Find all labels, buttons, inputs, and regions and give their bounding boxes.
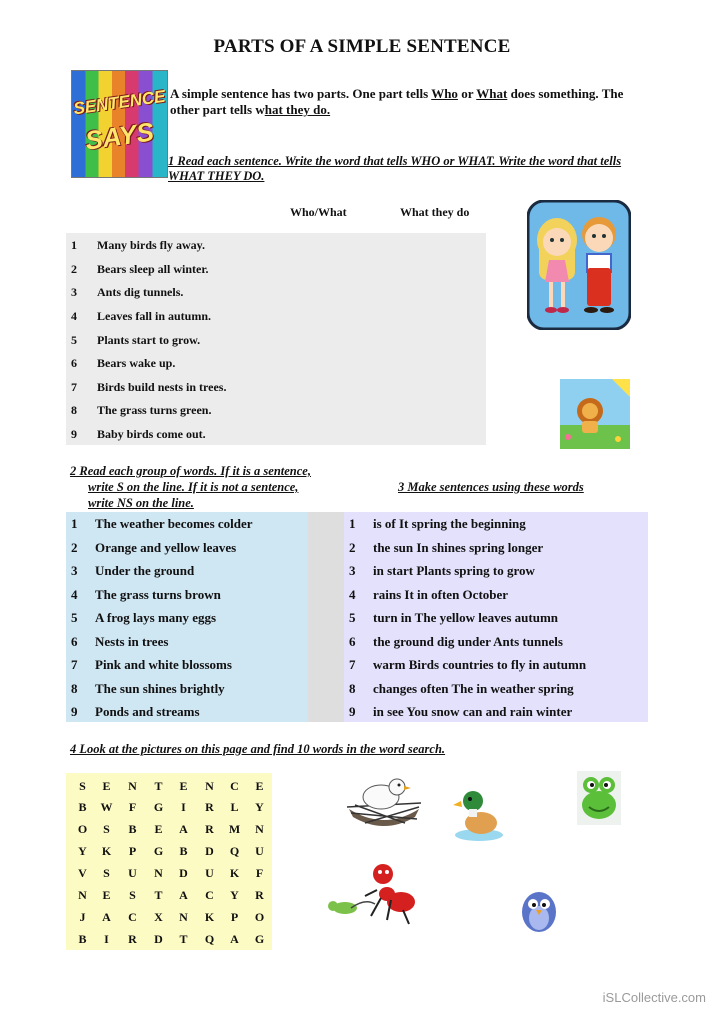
word-search-cell: S: [103, 866, 110, 880]
what-they-do-phrase: hat they do.: [264, 102, 331, 117]
word-search-cell: A: [179, 822, 188, 836]
word-search-cell: T: [179, 932, 188, 946]
kids-picture: [527, 200, 631, 330]
page-title: PARTS OF A SIMPLE SENTENCE: [213, 36, 511, 57]
logo-line-1: SENTENCE: [72, 86, 167, 119]
col-header-who-what: Who/What: [290, 205, 347, 219]
word-search-cell: U: [128, 866, 137, 880]
word-search-cell: S: [79, 779, 86, 793]
word-search-cell: T: [154, 779, 163, 793]
section4-heading: 4 Look at the pictures on this page and find 10 words in the word search.: [70, 742, 446, 756]
word-search-cell: K: [101, 844, 112, 858]
word-search-cell: R: [205, 800, 214, 814]
section2-heading-line3: write NS on the line.: [88, 496, 194, 510]
word-search-cell: G: [153, 800, 164, 814]
word-search-cell: C: [205, 888, 214, 902]
word-search-cell: D: [154, 932, 163, 946]
lion-picture: [560, 379, 630, 449]
word-search-cell: A: [179, 888, 188, 902]
word-search-cell: R: [205, 822, 214, 836]
word-search-cell: F: [255, 866, 264, 880]
word-search-cell: X: [154, 910, 163, 924]
word-search-cell: R: [255, 888, 264, 902]
who-word: Who: [431, 86, 458, 101]
word-search-cell: C: [230, 779, 239, 793]
word-search-cell: Y: [78, 844, 87, 858]
logo-line-2: SAYS: [83, 116, 156, 156]
word-search-cell: Y: [255, 800, 264, 814]
sentence-list-panel: 1 Many birds fly away. 2 Bears sleep all winter. 3 Ants dig tunnels. 4 Leaves fall in autumn. 5 Plants start to grow. 6 Bears wake up. 7 Birds build nests in trees. 8 The grass turns green. 9 Baby birds come out.: [66, 233, 486, 445]
nest-picture: [345, 773, 423, 829]
make-sentences-panel: 1 is of It spring the beginning 2 the sun In shines spring longer 3 in start Plants spring to grow 4 rains It in often October 5 turn in The yellow leaves autumn 6 the ground dig under Ants tunnels 7 warm Birds countries to fly in autumn 8 changes often The in weather spring 9 in see You snow can and rain winter: [344, 512, 648, 722]
word-search-grid: [66, 773, 272, 950]
word-search-cell: A: [102, 910, 111, 924]
word-search-cell: N: [154, 866, 163, 880]
word-search-cell: B: [78, 800, 87, 814]
word-search-cell: P: [128, 844, 137, 858]
word-search-cell: D: [179, 866, 188, 880]
frog-picture: [577, 771, 621, 825]
ant-picture: [325, 860, 425, 926]
word-search-cell: K: [204, 910, 215, 924]
word-search-cell: S: [129, 888, 136, 902]
sentence-check-panel: 1 The weather becomes colder 2 Orange and yellow leaves 3 Under the ground 4 The grass turns brown 5 A frog lays many eggs 6 Nests in trees 7 Pink and white blossoms 8 The sun shines brightly 9 Ponds and streams: [66, 512, 308, 722]
word-search-cell: N: [205, 779, 214, 793]
word-search-cell: O: [77, 822, 88, 836]
answer-column: [308, 512, 344, 722]
word-search-cell: O: [254, 910, 265, 924]
word-search-cell: Q: [229, 844, 240, 858]
section1-heading: 1 Read each sentence. Write the word that tells WHO or WHAT. Write the word that tells WHAT THEY DO.: [168, 154, 622, 183]
bird-picture: [517, 882, 561, 936]
word-search-cell: L: [230, 800, 239, 814]
footer-watermark: iSLCollective.com: [602, 990, 706, 1005]
word-search-cell: U: [255, 844, 264, 858]
word-search-cell: B: [128, 822, 137, 836]
word-search-cell: I: [181, 800, 186, 814]
what-word: What: [476, 86, 508, 101]
word-search-cell: S: [103, 822, 110, 836]
word-search-cell: Q: [204, 932, 215, 946]
word-search-cell: B: [179, 844, 188, 858]
intro-paragraph: A simple sentence has two parts. One part tells Who or What does something. The other part tells what they do.: [170, 86, 624, 117]
word-search-cell: W: [100, 800, 113, 814]
word-search-cell: R: [128, 932, 137, 946]
word-search-cell: F: [128, 800, 137, 814]
word-search-cell: P: [230, 910, 239, 924]
word-search-cell: E: [154, 822, 163, 836]
word-search-cell: K: [229, 866, 240, 880]
section2-heading-line2: write S on the line. If it is not a sentence,: [88, 480, 299, 494]
word-search-cell: U: [205, 866, 214, 880]
word-search-cell: G: [254, 932, 265, 946]
duck-picture: [453, 785, 505, 843]
word-search-cell: G: [153, 844, 164, 858]
word-search-cell: Y: [230, 888, 239, 902]
word-search-cell: M: [228, 822, 241, 836]
word-search-cell: E: [179, 779, 188, 793]
word-search-cell: E: [102, 779, 111, 793]
section2-heading-line1: 2 Read each group of words. If it is a sentence,: [70, 464, 311, 478]
word-search-cell: E: [102, 888, 111, 902]
col-header-what-they-do: What they do: [400, 205, 470, 219]
word-search-cell: I: [104, 932, 109, 946]
section3-heading: 3 Make sentences using these words: [398, 480, 584, 494]
word-search-cell: N: [128, 779, 137, 793]
word-search-cell: T: [154, 888, 163, 902]
sentence-says-logo: [71, 70, 168, 178]
word-search-cell: C: [128, 910, 137, 924]
word-search-cell: J: [79, 910, 86, 924]
word-search-cell: N: [78, 888, 87, 902]
word-search-cell: N: [255, 822, 264, 836]
word-search-cell: V: [78, 866, 87, 880]
word-search-cell: A: [230, 932, 239, 946]
word-search-cell: B: [78, 932, 87, 946]
word-search-cell: D: [205, 844, 214, 858]
word-search-cell: E: [255, 779, 264, 793]
word-search-cell: N: [179, 910, 188, 924]
